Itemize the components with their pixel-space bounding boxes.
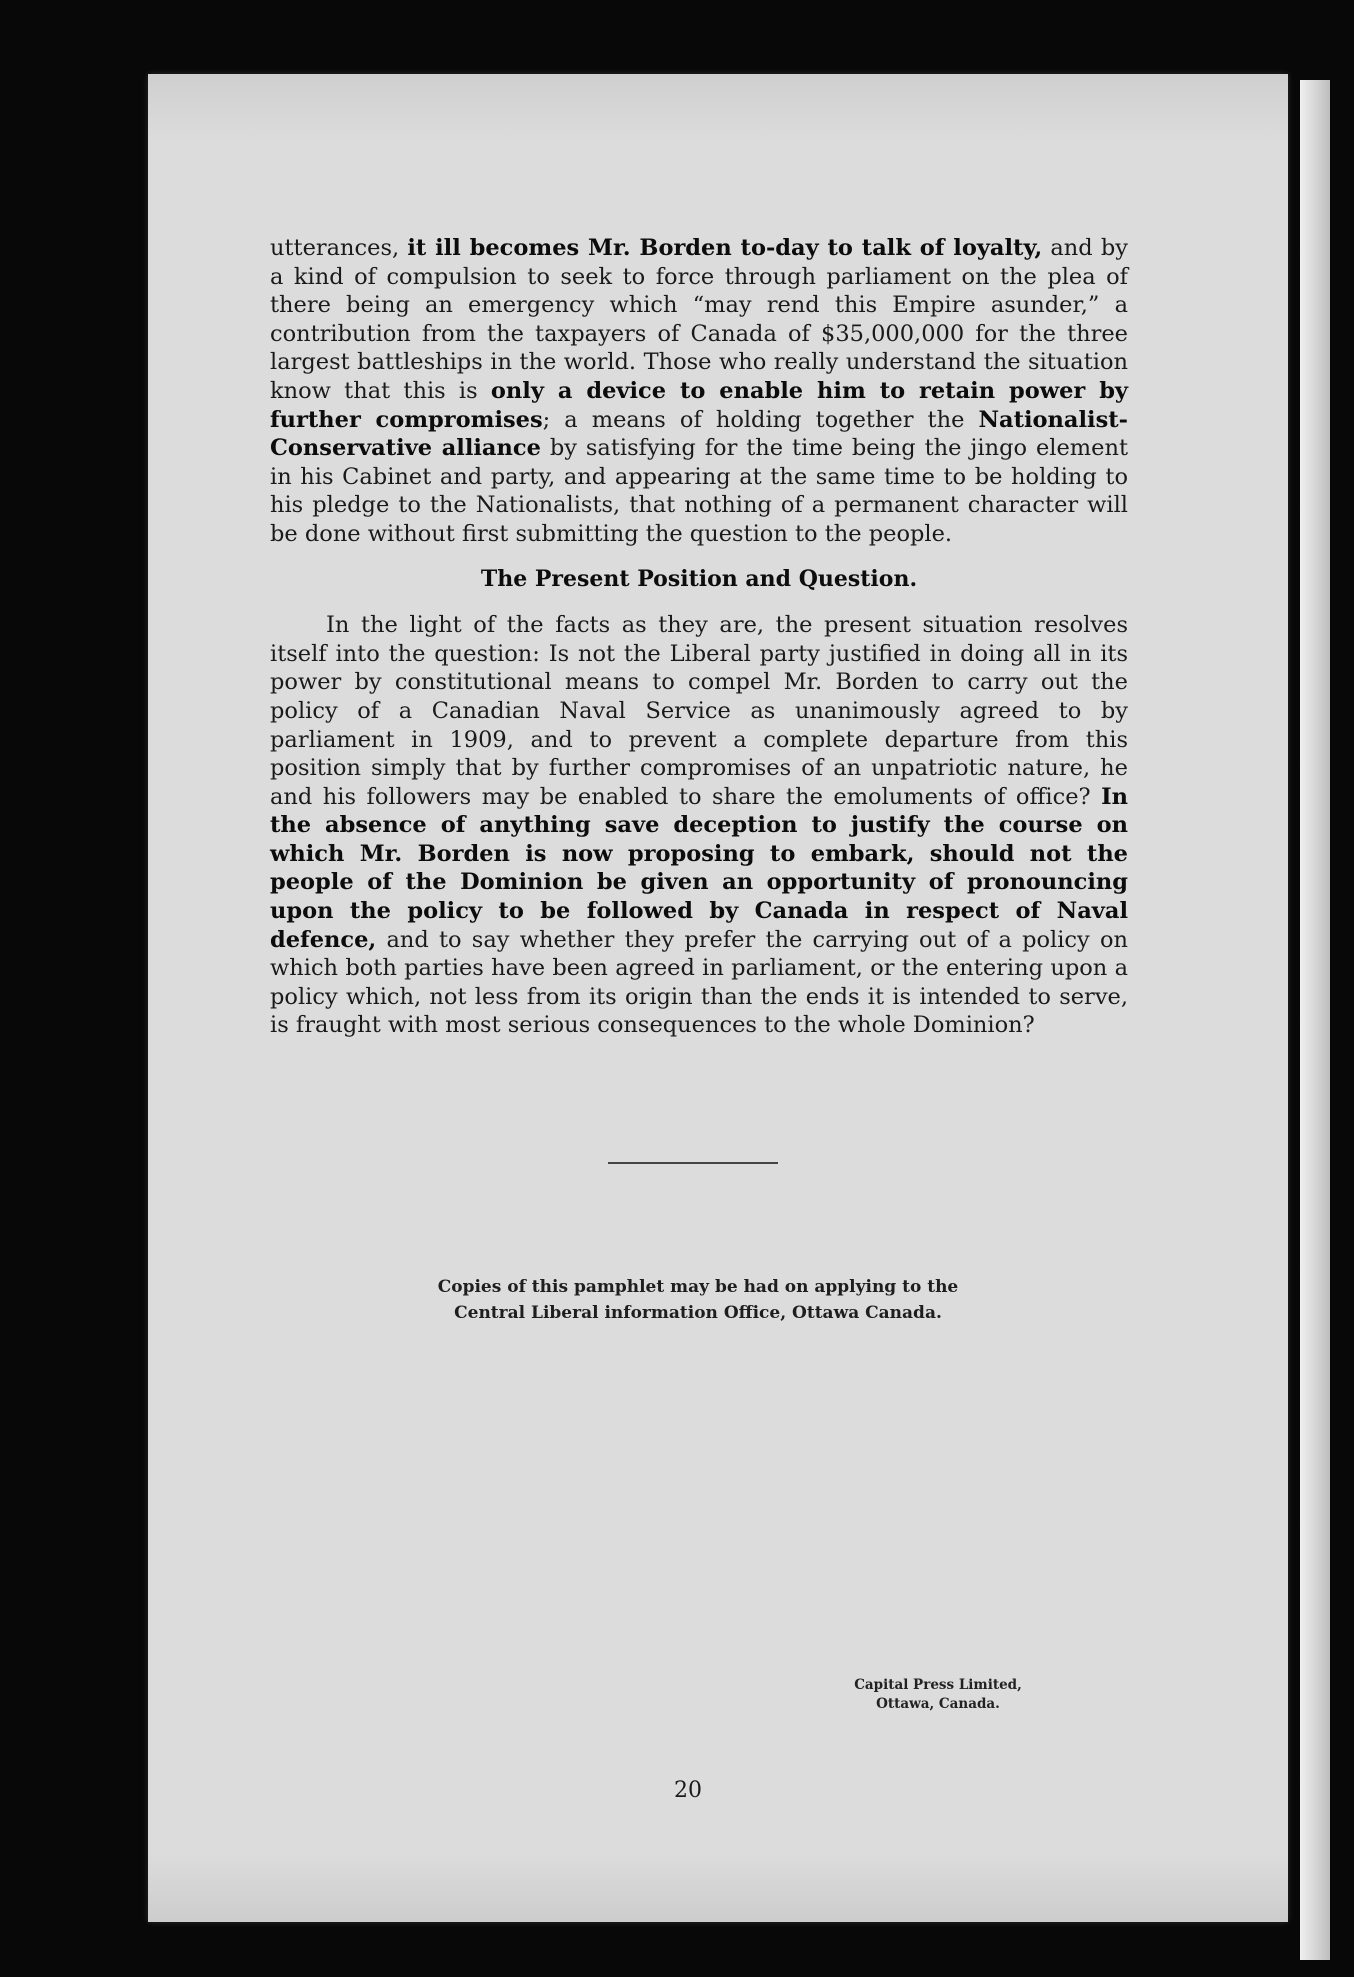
printer-location: Ottawa, Canada. (876, 1696, 1000, 1712)
main-text (270, 234, 1128, 1040)
document-page (148, 74, 1288, 1922)
bold-emphasis: In the absence of anything save deception to justify the course on which Mr. Borden is now proposing to embark, should not the people of the Dominion be given an opportunity of pronouncing upon the policy to be followed by Canada in respect of Naval defence, (270, 783, 1128, 953)
page-number: 20 (674, 1778, 702, 1803)
bold-emphasis: it ill becomes Mr. Borden to-day to talk of loyalty, (407, 235, 1043, 261)
book-spine-edge (1300, 80, 1330, 1960)
pamphlet-note-line: Central Liberal information Office, Ottawa Canada. (454, 1303, 942, 1323)
bold-emphasis: Nationalist-Conservative alliance (270, 406, 1128, 462)
pamphlet-note-line: Copies of this pamphlet may be had on applying to the (437, 1277, 959, 1297)
section-heading: The Present Position and Question. (480, 565, 918, 592)
paragraph-question: In the light of the facts as they are, the present situation resolves itself into the question: Is not the Liberal party justified in doing all in its power by constitutional means to compel Mr. Borden to carry out the policy of a Canadian Naval Service as unanimously agreed to by parliament in 1909, and to prevent a complete departure from this position simply that by further compromises of an unpatriotic nature, he and his followers may be enabled to share the emoluments of office? In the absence of anything save deception to justify the course on which Mr. Borden is now proposing to embark, should not the people of the Dominion be given an opportunity of pronouncing upon the policy to be followed by Canada in respect of Naval defence, and to say whether they prefer the carrying out of a policy on which both parties have been agreed in parliament, or the entering upon a policy which, not less from its origin than the ends it is intended to serve, is fraught with most serious consequences to the whole Dominion? (270, 612, 1128, 1039)
printer-name: Capital Press Limited, (854, 1677, 1022, 1693)
separator-rule (608, 1162, 778, 1164)
pamphlet-note (348, 1274, 1048, 1326)
printer-imprint (788, 1676, 1088, 1714)
bold-emphasis: only a device to enable him to retain power by further compromises (270, 377, 1128, 433)
paragraph-continuation: utterances, it ill becomes Mr. Borden to-day to talk of loyalty, and by a kind of compulsion to seek to force through parliament on the plea of there being an emergency which “may rend this Empire asunder,” a contribution from the taxpayers of Canada of $35,000,000 for the three largest battleships in the world. Those who really understand the situation know that this is only a device to enable him to retain power by further compromises; a means of holding together the Nationalist-Conservative alliance by satisfying for the time being the jingo element in his Cabinet and party, and appearing at the same time to be holding to his pledge to the Nationalists, that nothing of a permanent character will be done without first submitting the question to the people. (270, 235, 1128, 547)
